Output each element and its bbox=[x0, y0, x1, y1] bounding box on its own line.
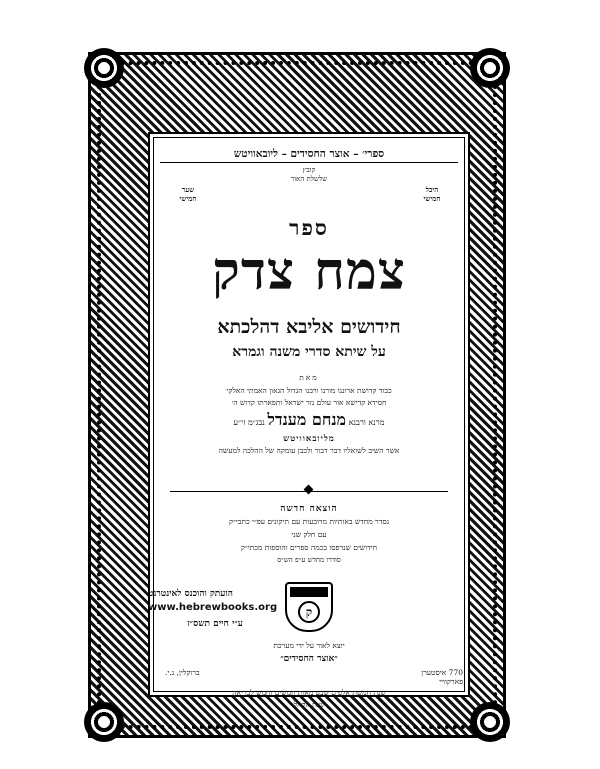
book-title: צמח צדק bbox=[211, 241, 407, 302]
kovetz-line-2: שלשלת האור bbox=[290, 175, 328, 183]
kovetz-label bbox=[155, 166, 463, 184]
honorific-line-2: חסידא קדישא אור עולם נזר ישראל ותפארתו קדוש ה׳ bbox=[231, 398, 387, 407]
publisher-address-city: ברוקלין, נ.י. bbox=[165, 668, 200, 677]
edition-line-4: חידושים שנדפסו בכמה ספרים והוספות מכתי״ק bbox=[240, 543, 378, 552]
publisher-name: ״אוצר החסידים״ bbox=[280, 654, 338, 664]
watermark-dedication: ע״י חיים תשס״ז bbox=[187, 619, 243, 629]
side-left-line-2: חמישי bbox=[179, 194, 197, 203]
side-right-line-2: חמישי bbox=[423, 194, 441, 203]
author-description: אשר השיב לשואליו דבר דבור ולכבן עומקה של ההלכה למעשה bbox=[218, 446, 400, 455]
author-suffix: נבג״מ זי״ע bbox=[233, 418, 265, 427]
author-line bbox=[155, 410, 463, 430]
author-place: מליובאוויטש bbox=[283, 434, 335, 444]
logo-banner bbox=[290, 587, 328, 597]
corner-ornament-top-right bbox=[470, 48, 510, 88]
subtitle-2: על שיתא סדרי משנה וגמרא bbox=[232, 344, 386, 360]
corner-ornament-top-left bbox=[84, 48, 124, 88]
watermark-url: www.hebrewbooks.org bbox=[148, 602, 278, 613]
side-left-line-1: שער bbox=[181, 185, 195, 194]
side-right-line-1: היכל bbox=[425, 185, 439, 194]
corner-ornament-bottom-right bbox=[470, 702, 510, 742]
edition-title: הוצאה חדשה bbox=[280, 504, 338, 514]
by-label: מאת bbox=[299, 373, 319, 382]
side-label-right bbox=[412, 185, 452, 203]
series-title: ספרי׳ – אוצר החסידים – ליובאוויטש bbox=[233, 148, 385, 160]
subtitle-1: חידושים אליבא דהלכתא bbox=[217, 316, 401, 338]
sefer-label: ספר bbox=[289, 215, 329, 240]
logo-emblem: ק bbox=[298, 601, 320, 623]
series-rule bbox=[160, 162, 458, 163]
publisher-logo bbox=[285, 582, 333, 632]
honorific-line-1: כבוד קדושת ארוננו מורנו ורבנו הגדול הגאון האמתי האלקי bbox=[226, 386, 392, 395]
watermark-hebrew: הועתק והוכנס לאינטרנט bbox=[148, 589, 233, 599]
publication-year-name: שנת הקהל bbox=[293, 700, 325, 709]
edition-line-3: עם חלק שני bbox=[291, 530, 327, 539]
author-name: מנחם מענדל bbox=[267, 410, 347, 429]
publisher-address-street: 770 איסטערן פארקוויי bbox=[421, 668, 463, 686]
author-prefix: מרנא ורבנא bbox=[348, 418, 385, 427]
edition-line-2: נסדר מחדש באותיות מרובעות עם תיקונים עפ״י כתבי״ק bbox=[228, 517, 390, 526]
publisher-line-1: יוצא לאור על ידי מערכת bbox=[273, 641, 345, 650]
edition-line-5: סודרו מחדש ע״פ הש״ס bbox=[277, 556, 341, 564]
side-label-left bbox=[168, 185, 208, 203]
kovetz-line-1: קובץ bbox=[302, 166, 316, 174]
publication-year: שנת חמשת אלפים שבע מאות חמשים וחמש לבריאה bbox=[232, 688, 386, 697]
corner-ornament-bottom-left bbox=[84, 702, 124, 742]
